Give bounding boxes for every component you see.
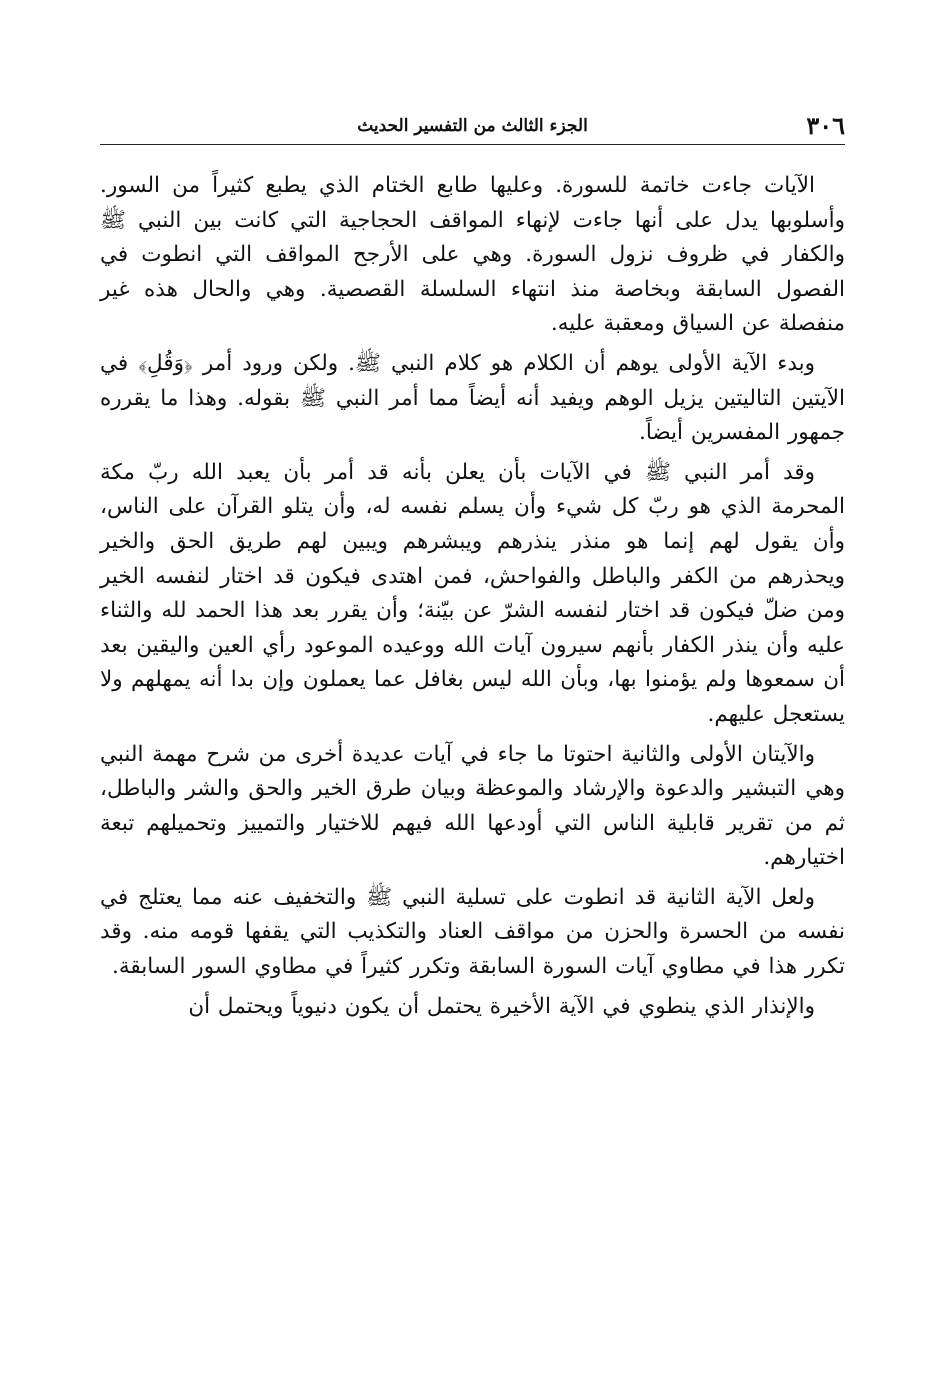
running-title: الجزء الثالث من التفسير الحديث — [357, 116, 588, 136]
paragraph-3: وقد أمر النبي ﷺ في الآيات بأن يعلن بأنه قد أمر بأن يعبد الله ربّ مكة المحرمة الذي هو ربّ كل شيء وأن يسلم نفسه له، وأن يتلو القرآن على الناس، وأن يقول لهم إنما هو منذر ينذرهم ويبشرهم ويبين لهم طريق الحق والخير ويحذرهم من الكفر والباطل والفواحش، فمن اهتدى فيكون قد اختار لنفسه الخير ومن ضلّ فيكون قد اختار لنفسه الشرّ عن بيّنة؛ وأن يقرر بعد هذا الحمد لله والثناء عليه وأن ينذر الكفار بأنهم سيرون آيات الله ووعيده الموعود رأي العين واليقين بعد أن سمعوها ولم يؤمنوا بها، وبأن الله ليس بغافل عما يعملون وإن بدا أنه يمهلهم ولا يستعجل عليهم. — [100, 459, 845, 727]
paragraph-6: والإنذار الذي ينطوي في الآية الأخيرة يحتمل أن يكون دنيوياً ويحتمل أن — [188, 993, 815, 1019]
paragraph-2: وبدء الآية الأولى يوهم أن الكلام هو كلام النبي ﷺ. ولكن ورود أمر ﴿وَقُلِ﴾ في الآيتين التاليتين يزيل الوهم ويفيد أنه أيضاً مما أمر النبي ﷺ بقوله. وهذا ما يقرره جمهور المفسرين أيضاً. — [100, 350, 845, 446]
body-text — [100, 169, 845, 1024]
paragraph-1: الآيات جاءت خاتمة للسورة. وعليها طابع الختام الذي يطبع كثيراً من السور. وأسلوبها يدل على أنها جاءت لإنهاء المواقف الحجاجية التي كانت بين النبي ﷺ والكفار في ظروف نزول السورة. وهي على الأرجح المواقف التي انطوت في الفصول السابقة وبخاصة منذ انتهاء السلسلة القصصية. وهي والحال هذه غير منفصلة عن السياق ومعقبة عليه. — [100, 173, 845, 337]
paragraph-4: والآيتان الأولى والثانية احتوتا ما جاء في آيات عديدة أخرى من شرح مهمة النبي وهي التبشير والدعوة والإرشاد والموعظة وبيان طرق الخير والحق والشر والباطل، ثم من تقرير قابلية الناس التي أودعها الله فيهم للاختيار والتمييز وتحميلهم تبعة اختيارهم. — [100, 741, 845, 871]
page-header — [100, 108, 845, 145]
page-number: ٣٠٦ — [806, 111, 845, 140]
paragraph-5: ولعل الآية الثانية قد انطوت على تسلية النبي ﷺ والتخفيف عنه مما يعتلج في نفسه من الحسرة والحزن من مواقف العناد والتكذيب التي يقفها قومه منه. وقد تكرر هذا في مطاوي آيات السورة السابقة وتكرر كثيراً في مطاوي السور السابقة. — [100, 884, 845, 980]
book-page — [100, 108, 845, 1268]
